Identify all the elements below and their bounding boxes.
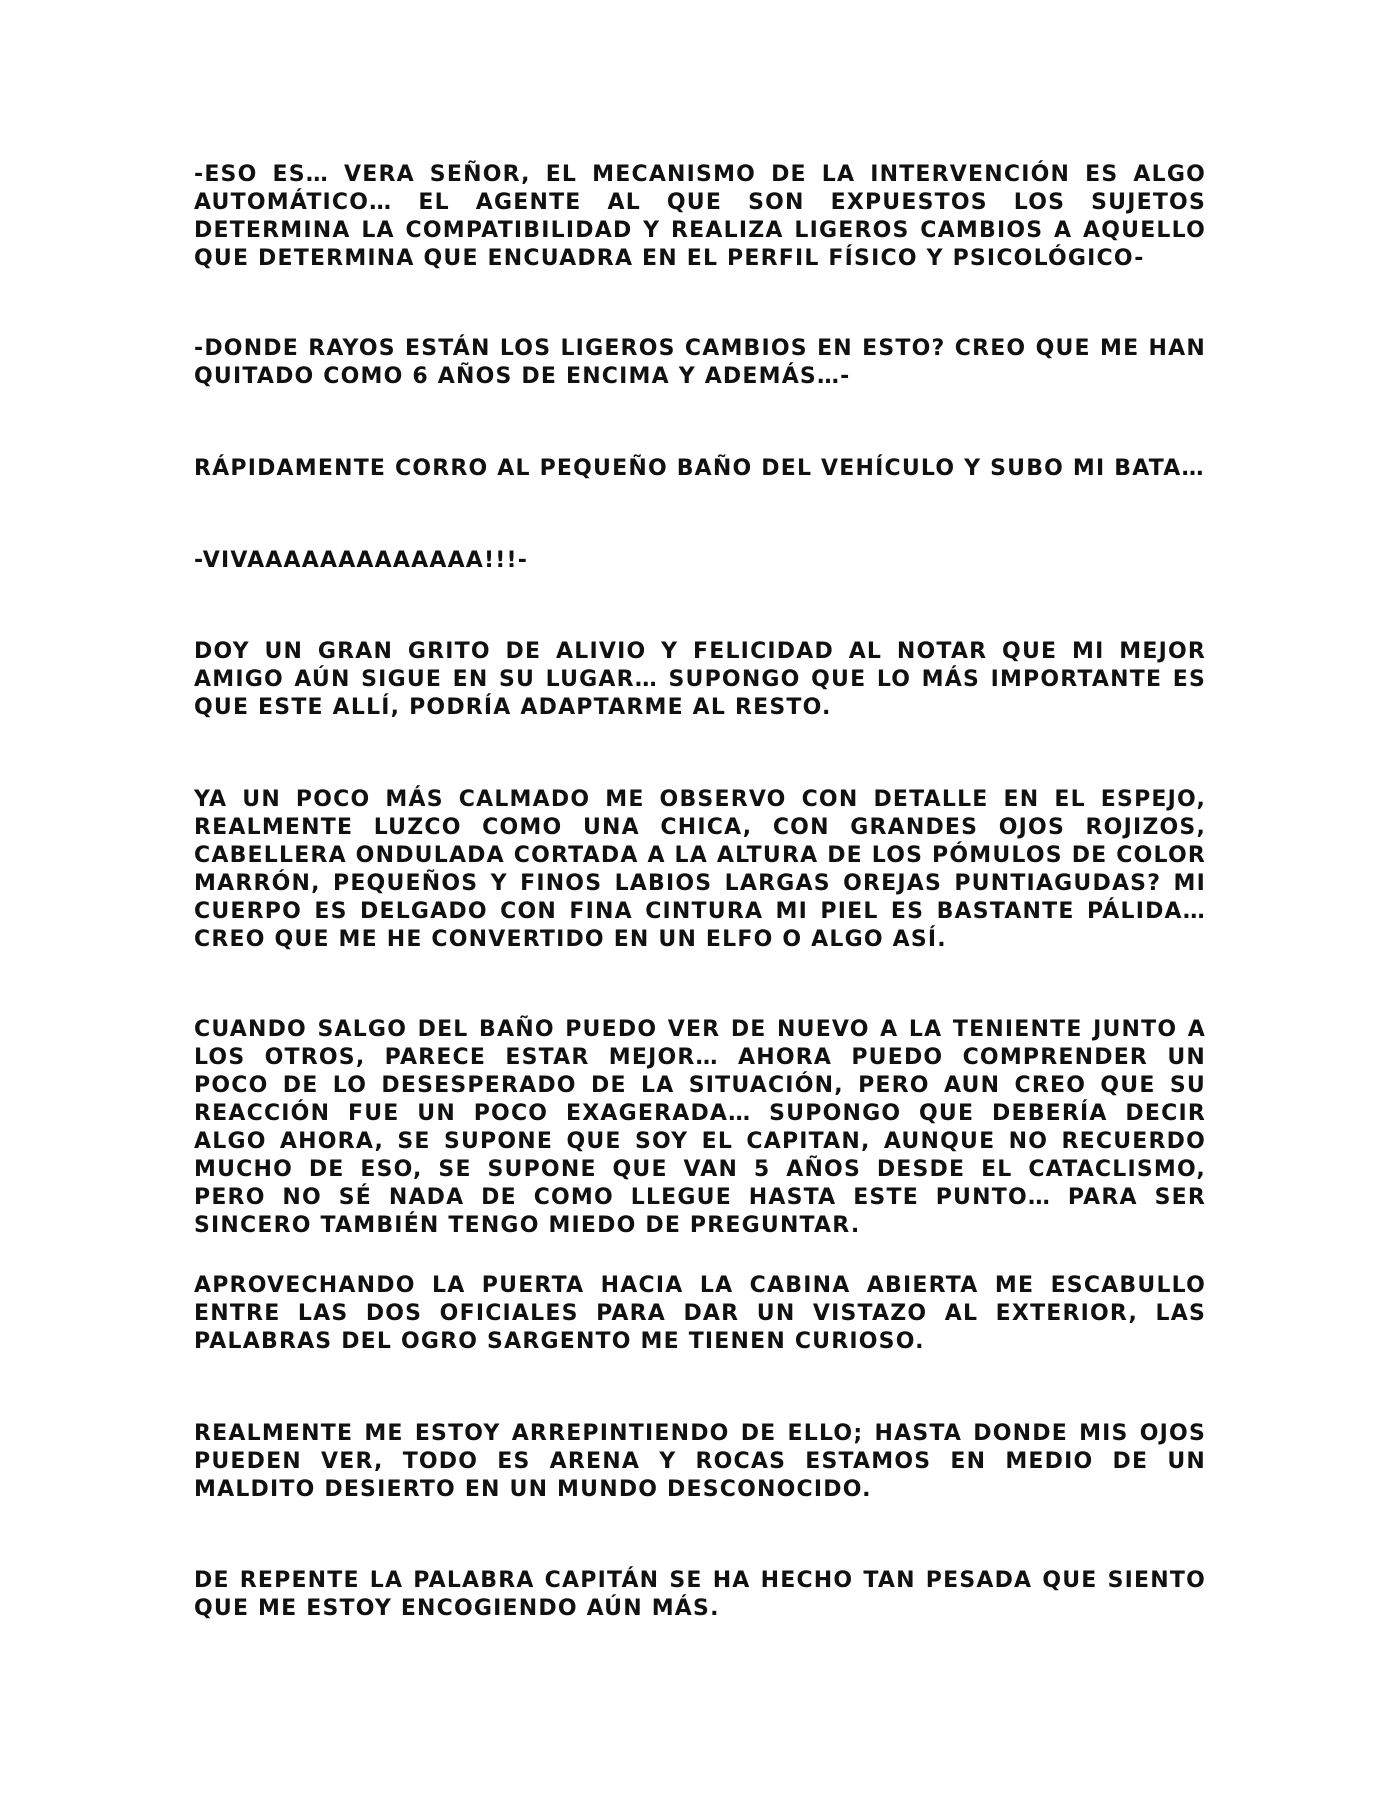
paragraph-desert: REALMENTE ME ESTOY ARREPINTIENDO DE ELLO; HASTA DONDE MIS OJOS PUEDEN VER, TODO ES ARENA Y ROCAS ESTAMOS EN MEDIO DE UN MALDITO DESIERTO EN UN MUNDO DESCONOCIDO. (194, 1421, 1206, 1502)
paragraph-captain: DE REPENTE LA PALABRA CAPITÁN SE HA HECHO TAN PESADA QUE SIENTO QUE ME ESTOY ENCOGIENDO AÚN MÁS. (194, 1568, 1206, 1621)
paragraph-lieutenant: CUANDO SALGO DEL BAÑO PUEDO VER DE NUEVO A LA TENIENTE JUNTO A LOS OTROS, PARECE ESTAR MEJOR… AHORA PUEDO COMPRENDER UN POCO DE LO DESESPERADO DE LA SITUACIÓN, PERO AUN CREO QUE SU REACCIÓN FUE UN POCO EXAGERADA… SUPONGO QUE DEBERÍA DECIR ALGO AHORA, SE SUPONE QUE SOY EL CAPITAN, AUNQUE NO RECUERDO MUCHO DE ESO, SE SUPONE QUE VAN 5 AÑOS DESDE EL CATACLISMO, PERO NO SÉ NADA DE COMO LLEGUE HASTA ESTE PUNTO… PARA SER SINCERO TAMBIÉN TENGO MIEDO DE PREGUNTAR. (194, 1017, 1206, 1238)
paragraph-dialogue-changes: -DONDE RAYOS ESTÁN LOS LIGEROS CAMBIOS EN ESTO? CREO QUE ME HAN QUITADO COMO 6 AÑOS DE ENCIMA Y ADEMÁS…- (194, 336, 1206, 389)
paragraph-cabin: APROVECHANDO LA PUERTA HACIA LA CABINA ABIERTA ME ESCABULLO ENTRE LAS DOS OFICIALES PARA DAR UN VISTAZO AL EXTERIOR, LAS PALABRAS DEL OGRO SARGENTO ME TIENEN CURIOSO. (194, 1273, 1206, 1354)
paragraph-bathroom: RÁPIDAMENTE CORRO AL PEQUEÑO BAÑO DEL VEHÍCULO Y SUBO MI BATA… (194, 456, 1205, 481)
paragraph-dialogue-mechanism: -ESO ES… VERA SEÑOR, EL MECANISMO DE LA INTERVENCIÓN ES ALGO AUTOMÁTICO… EL AGENTE AL QUE SON EXPUESTOS LOS SUJETOS DETERMINA LA COMPATIBILIDAD Y REALIZA LIGEROS CAMBIOS A AQUELLO QUE DETERMINA QUE ENCUADRA EN EL PERFIL FÍSICO Y PSICOLÓGICO- (194, 162, 1206, 271)
paragraph-relief: DOY UN GRAN GRITO DE ALIVIO Y FELICIDAD AL NOTAR QUE MI MEJOR AMIGO AÚN SIGUE EN SU LUGAR… SUPONGO QUE LO MÁS IMPORTANTE ES QUE ESTE ALLÍ, PODRÍA ADAPTARME AL RESTO. (194, 639, 1206, 720)
paragraph-mirror: YA UN POCO MÁS CALMADO ME OBSERVO CON DETALLE EN EL ESPEJO, REALMENTE LUZCO COMO UNA CHICA, CON GRANDES OJOS ROJIZOS, CABELLERA ONDULADA CORTADA A LA ALTURA DE LOS PÓMULOS DE COLOR MARRÓN, PEQUEÑOS Y FINOS LABIOS LARGAS OREJAS PUNTIAGUDAS? MI CUERPO ES DELGADO CON FINA CINTURA MI PIEL ES BASTANTE PÁLIDA… CREO QUE ME HE CONVERTIDO EN UN ELFO O ALGO ASÍ. (194, 787, 1206, 952)
paragraph-shout: -VIVAAAAAAAAAAAAA!!!- (194, 548, 529, 573)
